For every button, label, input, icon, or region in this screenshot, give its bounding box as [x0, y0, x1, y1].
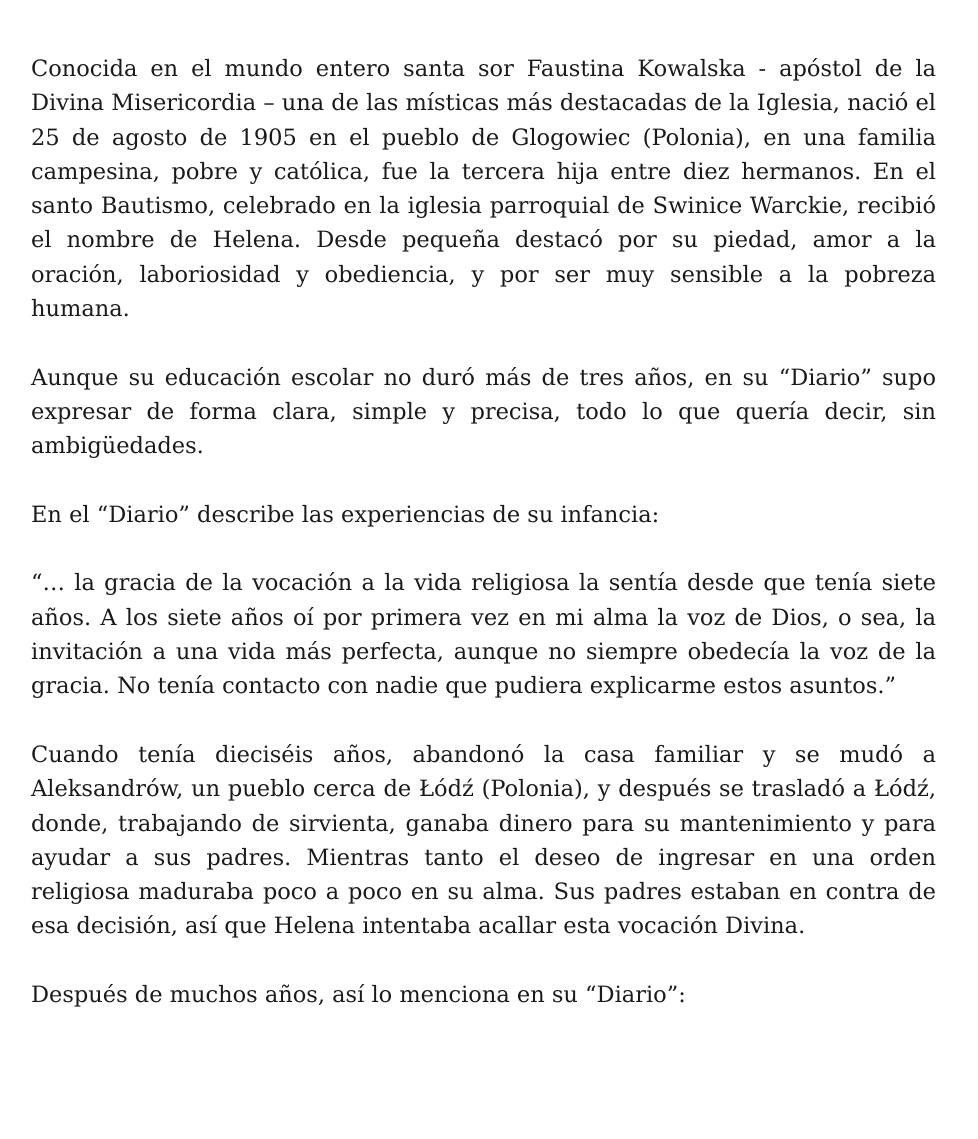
paragraph-diary-mention: Después de muchos años, así lo menciona en su “Diario”:	[31, 982, 686, 1009]
paragraph-youth: Cuando tenía dieciséis años, abandonó la casa familiar y se mudó a Aleksandrów, un pueblo cerca de Łódź (Polonia), y después se trasladó a Łódź, donde, trabajando de sirvienta, ganaba dinero para su mantenimiento y para ayudar a sus padres. Mientras tanto el deseo de ingresar en una orden religiosa maduraba poco a poco en su alma. Sus padres estaban en contra de esa decisión, así que Helena intentaba acallar esta vocación Divina.	[31, 741, 936, 940]
document-body	[31, 52, 936, 1012]
paragraph-diary-intro: En el “Diario” describe las experiencias de su infancia:	[31, 501, 660, 528]
paragraph-biography-intro: Conocida en el mundo entero santa sor Faustina Kowalska - apóstol de la Divina Misericordia – una de las místicas más destacadas de la Iglesia, nació el 25 de agosto de 1905 en el pueblo de Glogowiec (Polonia), en una familia campesina, pobre y católica, fue la tercera hija entre diez hermanos. En el santo Bautismo, celebrado en la iglesia parroquial de Swinice Warckie, recibió el nombre de Helena. Desde pequeña destacó por su piedad, amor a la oración, laboriosidad y obediencia, y por ser muy sensible a la pobreza humana.	[31, 56, 936, 323]
paragraph-diary-quote: “… la gracia de la vocación a la vida religiosa la sentía desde que tenía siete años. A los siete años oí por primera vez en mi alma la voz de Dios, o sea, la invitación a una vida más perfecta, aunque no siempre obedecía la voz de la gracia. No tenía contacto con nadie que pudiera explicarme estos asuntos.”	[31, 570, 936, 700]
paragraph-education: Aunque su educación escolar no duró más de tres años, en su “Diario” supo expresar de forma clara, simple y precisa, todo lo que quería decir, sin ambigüedades.	[31, 364, 936, 460]
